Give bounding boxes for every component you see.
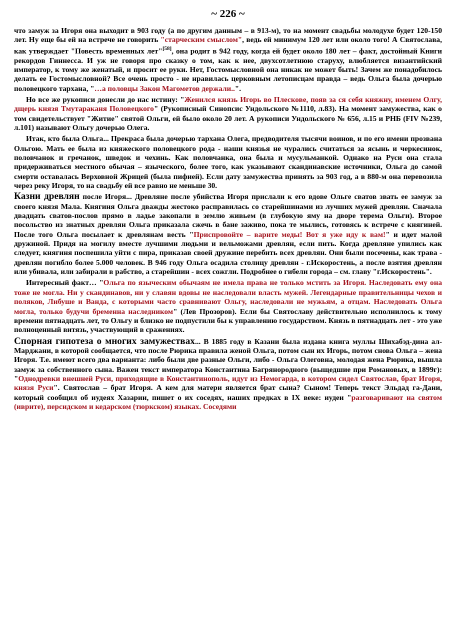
text-segment: Итак, кто была Ольга... Прекраса была дочерью тархана Олега, предводителя тысячи воинов, и по его имени прозвана Ольгою. Мать ее была из княжеского половецкого рода - наши князья не чурались считаться за ясынь и черкесинок, половчанок и гречанок, шведок и чехинь. Как половчанка, она была и мусульманкой. Однако на Руси она стала придерживаться местного обычая – языческого, более того, как указывают скандинавские источники, Ольга до самой смерти оставалась Верховной Жрицей (была пифией). Если дату замужества принять за 903 год, а в 880-м она перевозила через реку Игоря, то на свадьбу ей все равно не меньше 30. [14,134,442,191]
text-segment: " и идет малой дружиной. Придя на могилу вместе лучшими людьми и вельможами древлян, если пить. Когда древляне упились как следует, княгиня поспешила уйти с пира, приказав своей дружине перебить всех древлян. Они были посечены, как трава - древлян погибло более 5.000 человек. В 946 году Ольга осадила столицу древлян - г.Искоростень, а после взятия древлян или убивала, или забирали в рабство, а старейшин - всех сожгли. Подробнее о гибели города – см. главу "г.Искоростень". [14,229,443,277]
section-heading: Спорная гипотеза о многих замужествах [14,335,195,347]
text-segment: ... В 1885 году в Казани была издана книга муллы Шихабэд-дина ал-Марджани, в которой сообщается, что после Рюрика правила женой Ольга, потом сын их Игорь, потом снова Ольга – жена Игоря. Т.е. имеют всего два варианта: либо были две разные Ольги, либо - Ольга Олеговна, молодая жена Рюрика, вышла замуж за собственного сына. Важен текст императора Константина Багрянородного (выщедшие при Романовых, в 1899г): " [14,336,442,383]
text-segment: ". [234,83,242,93]
text-segment: , ведь ей минимум 120 лет или около того! А Святослава, как утверждает "Повесть временных лет" [14,35,442,56]
paragraph [14,26,442,93]
page-number: ~ 226 ~ [211,8,245,20]
quote-text: Ольга по языческим обычаям не имела права не только мстить за Игоря. Наследовать ему она тоже не могла. Ни у скандинавов, ни у славян вдовы не наследовали власть мужей. Легендарные правительницы чехов и поляков, Либуше и Ванда, с которыми часто сравнивают Ольгу, наследовали не мужьям, а отцам. Наследовать Ольга могла, только будучи бременна наследником [14,278,442,316]
text-segment: Но все же рукописи донесли до нас истину: " [26,94,185,104]
quote-text: разговаривают на святом (иврите), персидском и кедарском (тюркском) языках. Соседями [14,392,443,411]
paragraph [14,95,442,132]
text-segment: что замуж за Игоря она выходит в 903 году (а по другим данным – в 913-м), то на момент свадьбы молодухе будет 120-150 лет. Ну еще бы ей на встрече не говорить [14,26,442,45]
text-segment: " (Рукописный Синопсис Ундольского №1110, л.83). На момент замужества, как о том свидетельствует "Житие" святой Ольги, ей было около 20 лет. А рукописи Ундольского № 656, л.15 и РНБ (FIV №239, л.101) называют Ольгу дочерью Олега. [14,104,442,132]
paragraph [14,278,442,334]
quote-text: Приспровойте – варите меды! Вот я уже иду к вам! [193,229,386,239]
quote-text: Однодревки внешней Руси, приходящие в Константинополь, идут из Немогарда, в котором сидел Святослав, брат Игоря, князя Руси [14,373,442,393]
text-segment: Интересный факт… " [26,278,104,288]
paragraph [14,134,442,190]
quote-text: Женился князь Игорь во Плескове, появ за ся себя княжну, именем Олгу, дщерь князя Тмутараканя Половецкого [14,94,442,114]
quote-text: …а половцы Закон Магометов держали.. [94,83,235,93]
text-segment: после Игоря... Древляне после убийства Игоря прислали к его вдове Ольге сватов звать ее замуж за своего князя Мала. Княгиня Ольга дважды жестоко расправилась со старейшинами из лучших мужей древлян. Сначала двадцать сватов-послов прямо в ладье закопали в землю живьем (в глубокую яму на дворе терема Ольги). Второе посольство из знатных древлян Ольга приказала сжечь в бане заживо, пока те мылись, готовясь к встрече с княгиней. После того Ольга посылает к древлянам весть " [14,192,442,239]
body-text [14,26,442,411]
text-segment: , она родит в 942 году, когда ей будет около 180 лет – факт, достойный Книги рекордов Гиннесса. И уж не говоря про сказку о том, как к нее, двухсотлетнюю старуху, влюбляется византийский император, к тому же женатый, и просит ее руки. Нет, Гостомысловной она никак не может быть! Зачем же понадобилось делать ее Гостомысловной? Все очень просто - не нравилась церковным летописцам правда – ведь Ольга была дочерью половецкого тархана, " [14,46,442,93]
quote-text: "старческим смыслом" [160,35,243,45]
text-segment: [58] [162,45,172,52]
text-segment: ". Святослав – брат Игоря. А кем для матери является брат сына? Сыном! Теперь текст Эльдад га-Дани, который сообщил об иудеях Хазарии, пишет о их соседях, наших предках в IX веке: иудеи " [14,383,442,402]
paragraph [14,192,442,276]
text-segment: " (Лев Прозоров). Если бы Святославу действительно исполнилось к тому времени пятнадцать лет, то Ольгу и близко не подпустили бы к управлению государством. Князь в пятнадцать лет - это уже полноценный витязь, участвующий в сражениях. [14,306,442,335]
paragraph [14,337,442,412]
section-heading: Казни древлян [14,191,80,203]
